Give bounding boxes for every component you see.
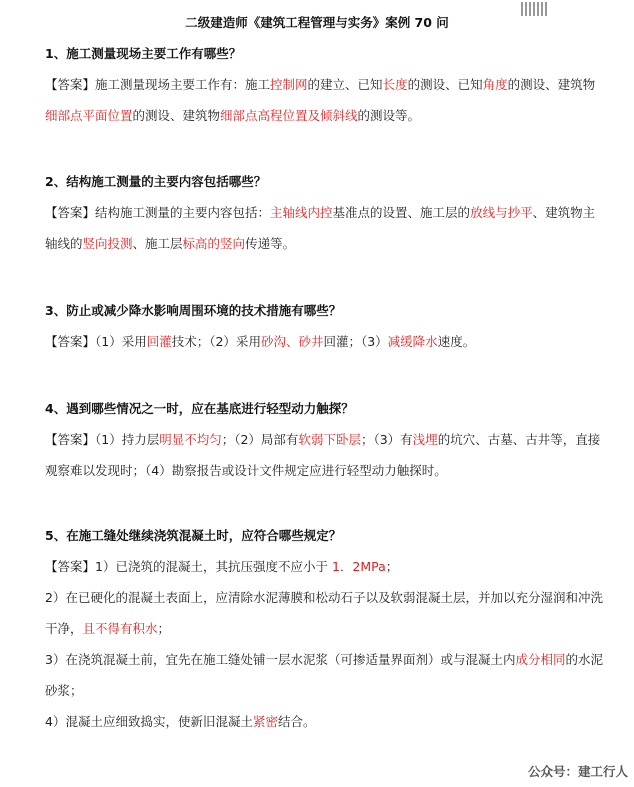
document-title: 二级建造师《建筑工程管理与实务》案例 70 问 [185, 15, 449, 30]
question-2 [45, 166, 605, 259]
highlight: 成分相同 [515, 652, 566, 667]
answer-tag: 【答案】 [45, 432, 96, 447]
highlight: 角度 [482, 77, 508, 92]
answer-1: 【答案】施工测量现场主要工作有：施工控制网的建立、已知长度的测设、已知角度的测设、建筑物细部点平面位置的测设、建筑物细部点高程位置及倾斜线的测设等。 [45, 77, 596, 123]
question-5-heading: 5、在施工缝处继续浇筑混凝土时，应符合哪些规定？ [45, 528, 342, 543]
question-1 [45, 38, 605, 131]
highlight: 回灌 [146, 334, 172, 349]
answer-5-item-2: 2）在已硬化的混凝土表面上，应清除水泥薄膜和松动石子以及软弱混凝土层，并加以充分湿润和冲洗干净，且不得有积水； [45, 590, 603, 636]
answer-tag: 【答案】 [45, 77, 96, 92]
question-3 [45, 295, 605, 357]
highlight: 主轴线内控 [270, 205, 333, 220]
answer-4: 【答案】（1）持力层明显不均匀；（2）局部有软弱下卧层；（3）有浅埋的坑穴、古墓、古井等，直接观察难以发现时；（4）勘察报告或设计文件规定应进行轻型动力触探时。 [45, 432, 601, 478]
highlight: 控制网 [270, 77, 308, 92]
highlight: 砂沟、砂井 [260, 334, 324, 349]
answer-3: 【答案】（1）采用回灌技术；（2）采用砂沟、砂井回灌；（3）减缓降水速度。 [45, 334, 476, 349]
answer-5-item-3: 3）在浇筑混凝土前，宜先在施工缝处铺一层水泥浆（可掺适量界面剂）或与混凝土内成分相同的水泥砂浆； [45, 652, 603, 698]
answer-2: 【答案】结构施工测量的主要内容包括：主轴线内控基准点的设置、施工层的放线与抄平、建筑物主轴线的竖向投测、施工层标高的竖向传递等。 [45, 205, 596, 251]
question-3-heading: 3、防止或减少降水影响周围环境的技术措施有哪些？ [45, 303, 342, 318]
highlight: 长度 [382, 77, 408, 92]
question-1-heading: 1、施工测量现场主要工作有哪些？ [45, 46, 242, 61]
highlight: 放线与抄平 [470, 205, 533, 220]
highlight: 且不得有积水 [82, 621, 158, 636]
answer-tag: 【答案】 [45, 205, 96, 220]
highlight: 紧密 [252, 714, 278, 729]
question-4-heading: 4、遇到哪些情况之一时，应在基底进行轻型动力触探？ [45, 401, 354, 416]
highlight: 明显不均匀 [159, 432, 222, 447]
highlight: 1．2MPa [331, 559, 386, 574]
question-2-heading: 2、结构施工测量的主要内容包括哪些？ [45, 174, 267, 189]
question-4 [45, 393, 605, 486]
footer-watermark: 公众号：建工行人 [527, 764, 628, 779]
answer-tag: 【答案】 [45, 559, 96, 574]
answer-5-item-1: 【答案】1）已浇筑的混凝土，其抗压强度不应小于 1．2MPa； [45, 559, 399, 574]
question-5 [45, 520, 605, 737]
highlight: 细部点高程位置及倾斜线 [220, 108, 358, 123]
answer-tag: 【答案】 [45, 334, 96, 349]
highlight: 竖向投测 [82, 236, 133, 251]
highlight: 软弱下卧层 [298, 432, 361, 447]
highlight: 细部点平面位置 [45, 108, 133, 123]
answer-5-item-4: 4）混凝土应细致捣实，使新旧混凝土紧密结合。 [45, 714, 316, 729]
highlight: 标高的竖向 [182, 236, 246, 251]
highlight: 减缓降水 [387, 334, 438, 349]
highlight: 浅埋 [412, 432, 438, 447]
